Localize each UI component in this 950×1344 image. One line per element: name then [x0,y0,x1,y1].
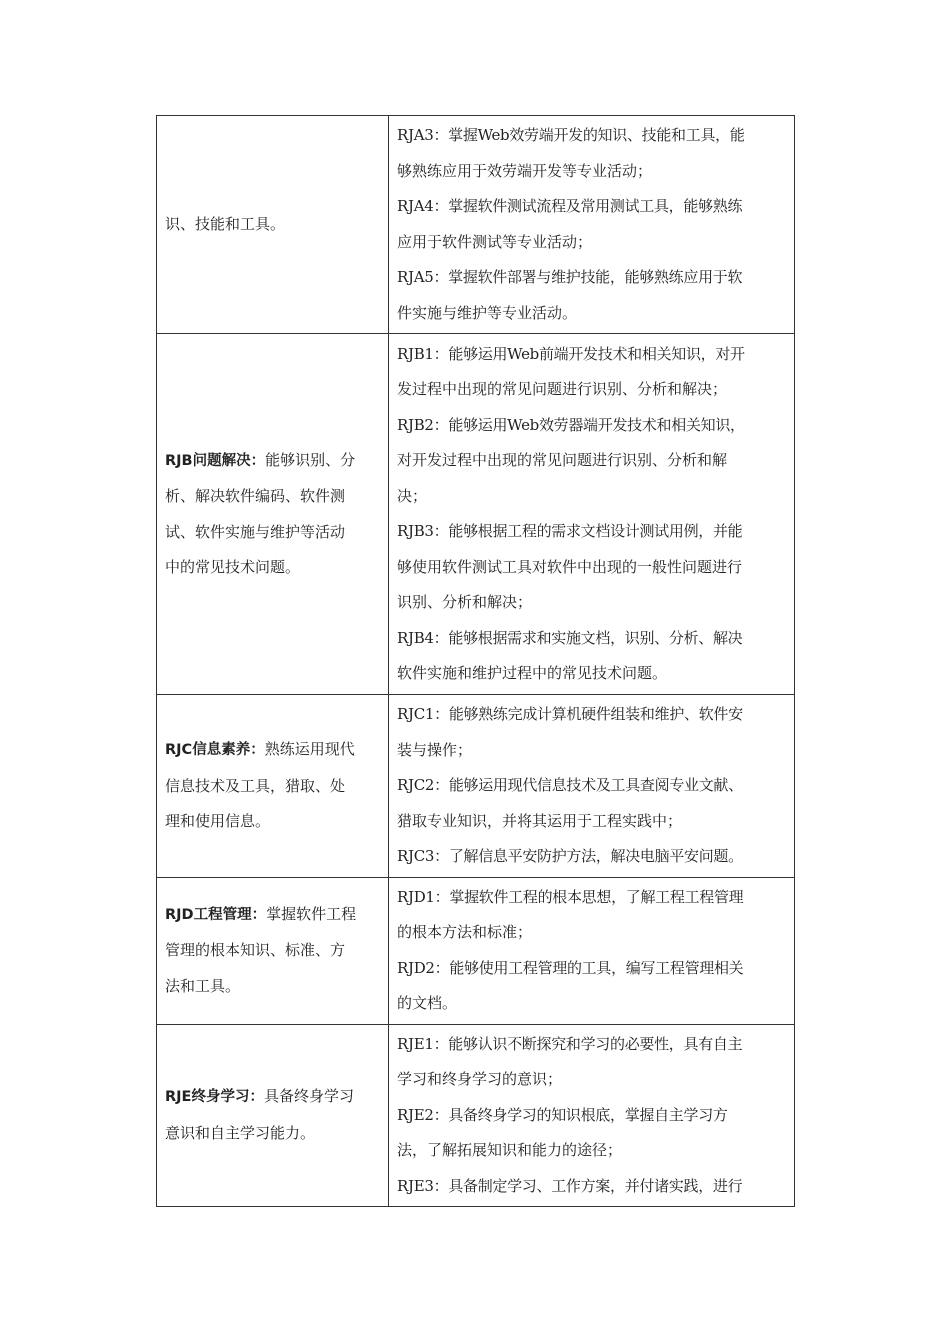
competency-text: 试、软件实施与维护等活动 [165,522,346,541]
competency-cell [157,334,389,695]
table-row [157,116,795,334]
indicator-cell [389,877,795,1024]
indicator-line: 应用于软件测试等专业活动； [397,232,593,251]
competency-text: 熟练运用现代 [264,740,355,758]
indicator-line: 猎取专业知识，并将其运用于工程实践中； [397,811,683,830]
competency-title: RJD工程管理： [165,906,267,923]
indicator-line: 发过程中出现的常见问题进行识别、分析和解决； [397,380,728,398]
indicator-cell [389,1024,795,1207]
competency-cell [157,877,389,1024]
competency-text: 析、解决软件编码、软件测 [165,487,346,505]
table-row [157,695,795,878]
indicator-line: RJE2：具备终身学习的知识根底，掌握自主学习方 [397,1105,728,1124]
indicator-line: RJD1：掌握软件工程的根本思想，了解工程工程管理 [397,887,744,906]
competency-text: 掌握软件工程 [266,904,357,923]
indicator-line: RJB2：能够运用Web效劳器端开发技术和相关知识， [397,415,745,434]
indicator-line: 够熟练应用于效劳端开发等专业活动； [397,161,653,180]
indicator-line: RJA5：掌握软件部署与维护技能，能够熟练应用于软 [397,268,743,286]
indicator-line: 对开发过程中出现的常见问题进行识别、分析和解 [397,451,728,469]
indicator-line: RJC1：能够熟练完成计算机硬件组装和维护、软件安 [397,705,743,723]
indicator-line: RJB4：能够根据需求和实施文档，识别、分析、解决 [397,628,743,647]
indicator-line: 识别、分析和解决； [397,593,533,611]
table-row [157,877,795,1024]
indicator-line: 软件实施和维护过程中的常见技术问题。 [397,664,668,682]
competency-title: RJE终身学习： [165,1089,264,1106]
indicator-cell [389,116,795,334]
indicator-line: RJE3：具备制定学习、工作方案，并付诸实践，进行 [397,1176,743,1195]
indicator-line: 学习和终身学习的意识； [397,1070,563,1088]
indicator-cell [389,334,795,695]
indicator-line: RJB3：能够根据工程的需求文档设计测试用例，并能 [397,522,743,540]
indicator-line: RJC3：了解信息平安防护方法，解决电脑平安问题。 [397,847,743,865]
indicator-line: 决； [397,486,428,505]
competency-title: RJB问题解决： [165,452,266,469]
outcomes-table [156,115,795,1207]
competency-cell [157,116,389,334]
competency-text: 法和工具。 [165,976,241,995]
indicator-line: RJE1：能够认识不断探究和学习的必要性，具有自主 [397,1034,743,1053]
competency-title: RJC信息素养： [165,742,265,758]
indicator-line: RJC2：能够运用现代信息技术及工具查阅专业文献、 [397,776,743,794]
table-row [157,1024,795,1207]
competency-text: 意识和自主学习能力。 [165,1123,316,1142]
indicator-cell [389,695,795,878]
competency-text: 信息技术及工具，猎取、处 [165,776,346,795]
competency-text: 理和使用信息。 [165,812,271,830]
indicator-line: RJB1：能够运用Web前端开发技术和相关知识，对开 [397,344,745,363]
indicator-line: RJA3：掌握Web效劳端开发的知识、技能和工具，能 [397,126,745,144]
competency-text: 中的常见技术问题。 [165,558,301,576]
competency-text: 管理的根本知识、标准、方 [165,941,346,960]
indicator-line: 的根本方法和标准； [397,923,533,941]
competency-text: 能够识别、分 [265,450,356,469]
indicator-line: 装与操作； [397,740,473,759]
competency-cell [157,695,389,878]
indicator-line: RJD2：能够使用工程管理的工具，编写工程管理相关 [397,958,744,977]
indicator-line: 件实施与维护等专业活动。 [397,303,578,322]
indicator-line: 的文档。 [397,994,458,1012]
competency-text: 识、技能和工具。 [165,214,286,233]
table-row [157,334,795,695]
competency-cell [157,1024,389,1207]
indicator-line: 够使用软件测试工具对软件中出现的一般性问题进行 [397,557,743,576]
competency-text: 具备终身学习 [263,1087,354,1106]
indicator-line: RJA4：掌握软件测试流程及常用测试工具，能够熟练 [397,197,743,215]
indicator-line: 法，了解拓展知识和能力的途径； [397,1141,623,1159]
